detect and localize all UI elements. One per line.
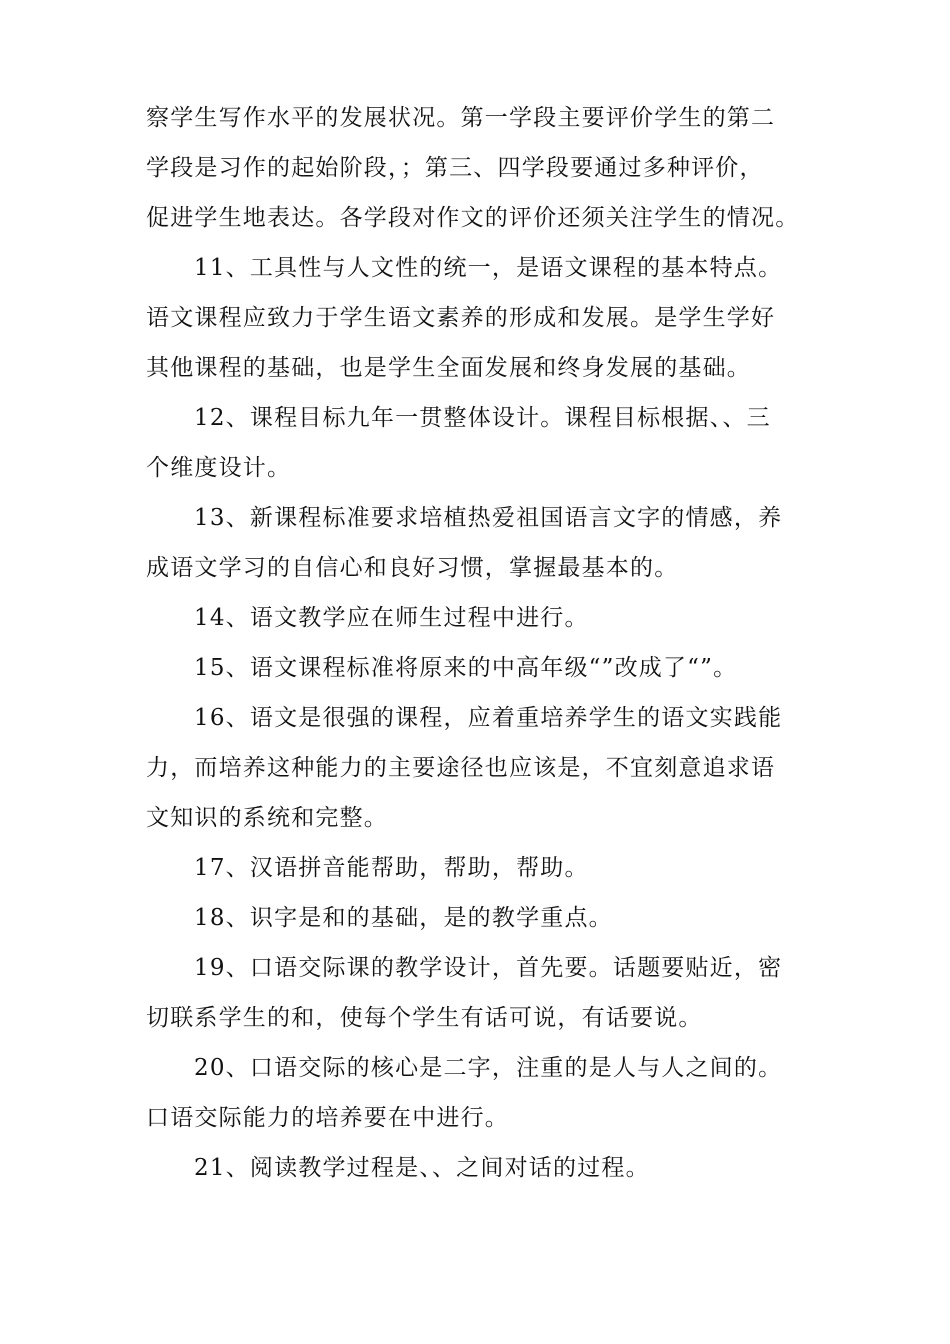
text-line: 学段是习作的起始阶段，；第三、四学段要通过多种评价，	[146, 155, 764, 181]
text-line: 14、语文教学应在师生过程中进行。	[194, 605, 589, 631]
text-line: 个维度设计。	[146, 455, 292, 481]
text-line: 13、新课程标准要求培植热爱祖国语言文字的情感，养	[194, 505, 783, 531]
text-line: 其他课程的基础，也是学生全面发展和终身发展的基础。	[146, 355, 751, 381]
text-line: 17、汉语拼音能帮助，帮助，帮助。	[194, 855, 589, 881]
text-line: 16、语文是很强的课程，应着重培养学生的语文实践能	[194, 705, 783, 731]
text-line: 20、口语交际的核心是二字，注重的是人与人之间的。	[194, 1055, 783, 1081]
text-line: 11、工具性与人文性的统一，是语文课程的基本特点。	[194, 255, 783, 281]
text-line: 21、阅读教学过程是、、之间对话的过程。	[194, 1155, 650, 1181]
text-line: 促进学生地表达。各学段对作文的评价还须关注学生的情况。	[146, 205, 800, 231]
text-line: 成语文学习的自信心和良好习惯，掌握最基本的。	[146, 555, 679, 581]
text-line: 19、口语交际课的教学设计，首先要。话题要贴近，密	[194, 955, 783, 981]
text-line: 18、识字是和的基础，是的教学重点。	[194, 905, 613, 931]
text-line: 察学生写作水平的发展状况。第一学段主要评价学生的第二	[146, 105, 776, 131]
text-line: 12、课程目标九年一贯整体设计。课程目标根据、、三	[194, 405, 771, 431]
text-line: 力，而培养这种能力的主要途径也应该是，不宜刻意追求语	[146, 755, 776, 781]
text-line: 15、语文课程标准将原来的中高年级“”改成了“”。	[194, 655, 738, 681]
text-line: 切联系学生的和，使每个学生有话可说，有话要说。	[146, 1005, 703, 1031]
text-line: 文知识的系统和完整。	[146, 805, 388, 831]
text-line: 口语交际能力的培养要在中进行。	[146, 1105, 509, 1131]
text-line: 语文课程应致力于学生语文素养的形成和发展。是学生学好	[146, 305, 776, 331]
